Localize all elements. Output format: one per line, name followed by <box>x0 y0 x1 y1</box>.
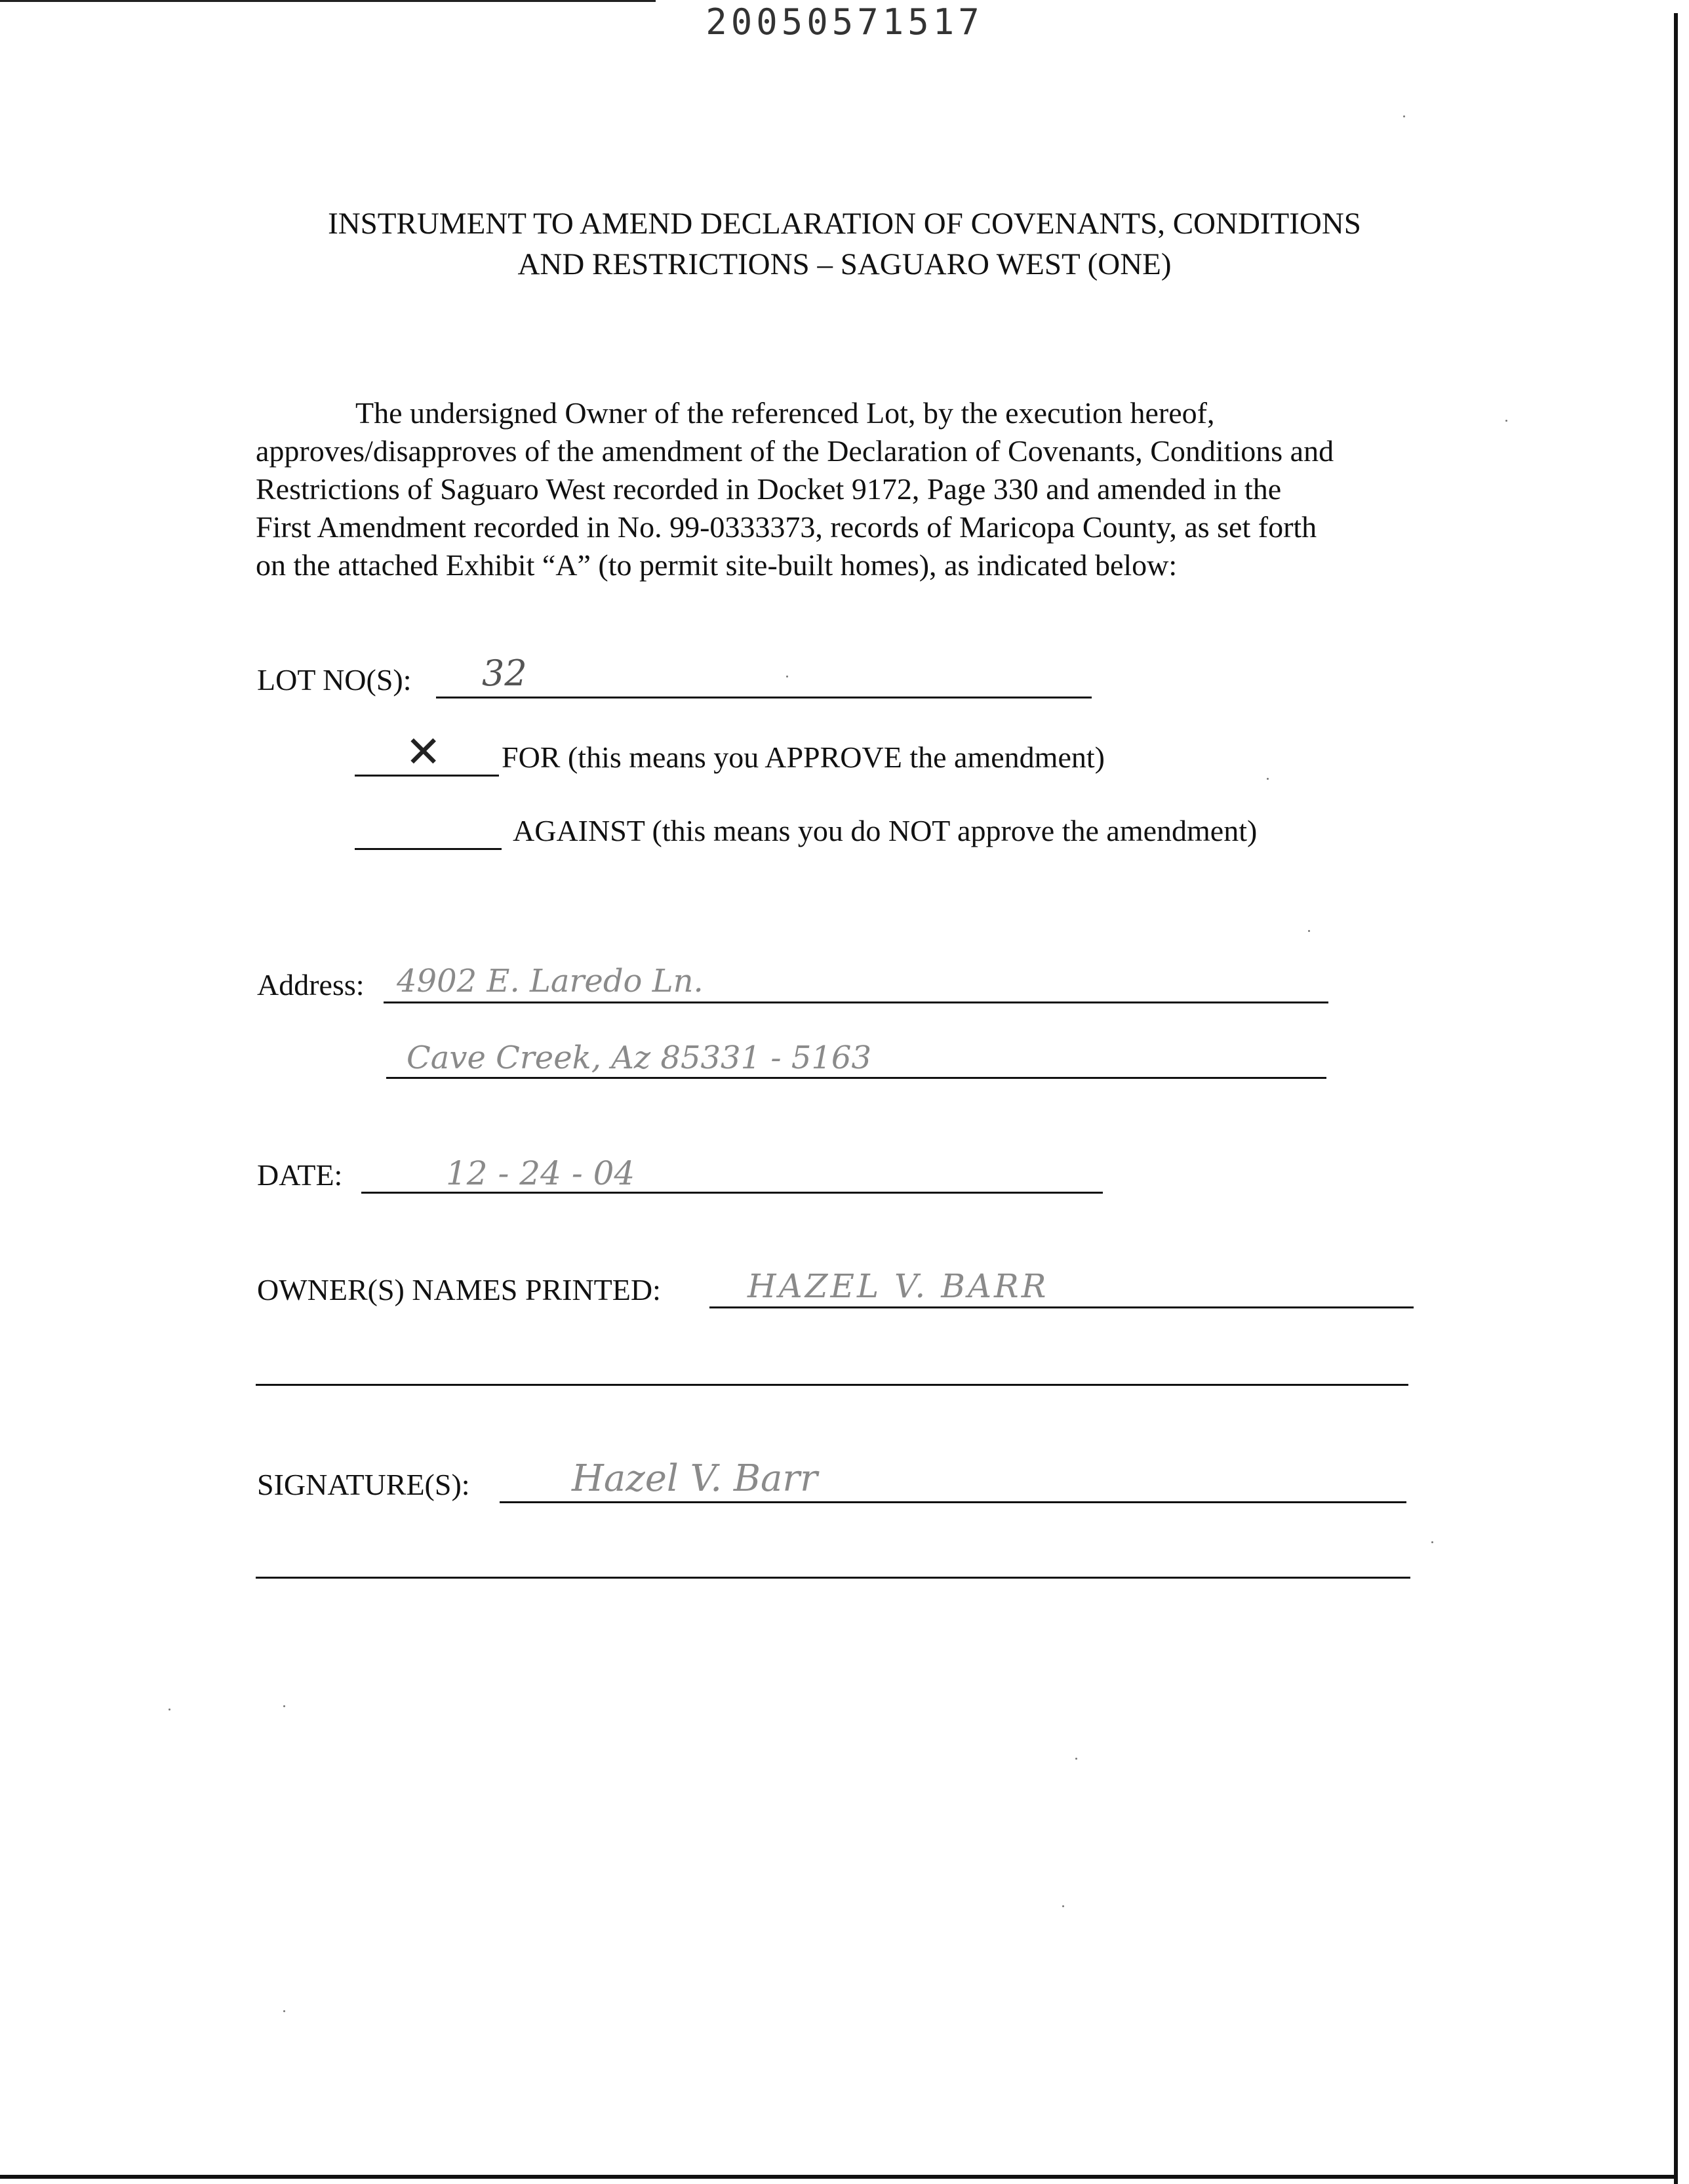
date-label: DATE: <box>257 1158 343 1192</box>
right-page-border <box>1674 13 1678 2184</box>
scan-speck <box>1505 420 1507 422</box>
document-number: 20050571517 <box>705 1 984 43</box>
scan-speck <box>1308 930 1310 932</box>
lot-number-field[interactable] <box>436 697 1092 698</box>
body-line: on the attached Exhibit “A” (to permit site-built homes), as indicated below: <box>256 548 1178 582</box>
scan-speck <box>283 1705 285 1707</box>
document-title <box>0 203 1689 285</box>
address-label: Address: <box>257 968 365 1001</box>
lot-number-value: 32 <box>482 653 527 694</box>
body-line: The undersigned Owner of the referenced Lot, by the execution hereof, <box>355 396 1215 430</box>
owner-names-field-2[interactable] <box>256 1384 1408 1386</box>
scan-speck <box>1431 1541 1433 1543</box>
address-line-2-field[interactable] <box>386 1077 1326 1079</box>
address-line-1-value: 4902 E. Laredo Ln. <box>397 963 704 1000</box>
scan-speck <box>1403 115 1405 117</box>
x-mark-icon: ✕ <box>405 727 442 777</box>
signature-label: SIGNATURE(S): <box>257 1468 470 1501</box>
signature-value: Hazel V. Barr <box>572 1457 818 1500</box>
signature-field-2[interactable] <box>256 1577 1410 1579</box>
title-line-1: INSTRUMENT TO AMEND DECLARATION OF COVENANTS, CONDITIONS <box>328 207 1361 241</box>
signature-field[interactable] <box>500 1501 1406 1503</box>
body-line: First Amendment recorded in No. 99-0333373, records of Maricopa County, as set forth <box>256 510 1317 544</box>
owner-names-field[interactable] <box>709 1306 1414 1308</box>
owner-names-value: HAZEL V. BARR <box>747 1267 1049 1305</box>
scan-speck <box>1075 1758 1077 1760</box>
body-line: Restrictions of Saguaro West recorded in Docket 9172, Page 330 and amended in the <box>256 472 1282 506</box>
bottom-page-border <box>0 2175 1678 2179</box>
against-checkbox-field[interactable] <box>355 848 502 850</box>
date-value: 12 - 24 - 04 <box>446 1154 635 1192</box>
body-paragraph <box>256 394 1334 584</box>
owner-names-label: OWNER(S) NAMES PRINTED: <box>257 1273 661 1306</box>
scan-speck <box>786 676 788 677</box>
scan-speck <box>169 1709 170 1710</box>
title-line-2: AND RESTRICTIONS – SAGUARO WEST (ONE) <box>517 247 1172 281</box>
scan-speck <box>283 2010 285 2012</box>
body-line: approves/disapproves of the amendment of the Declaration of Covenants, Conditions and <box>256 434 1334 468</box>
scan-speck <box>1062 1905 1064 1907</box>
address-line-1-field[interactable] <box>384 1001 1328 1003</box>
for-option-label: FOR (this means you APPROVE the amendment) <box>502 740 1105 774</box>
against-option-label: AGAINST (this means you do NOT approve the amendment) <box>513 814 1258 847</box>
address-line-2-value: Cave Creek, Az 85331 - 5163 <box>407 1040 872 1076</box>
scan-speck <box>1267 778 1269 780</box>
lot-number-label: LOT NO(S): <box>257 663 412 697</box>
